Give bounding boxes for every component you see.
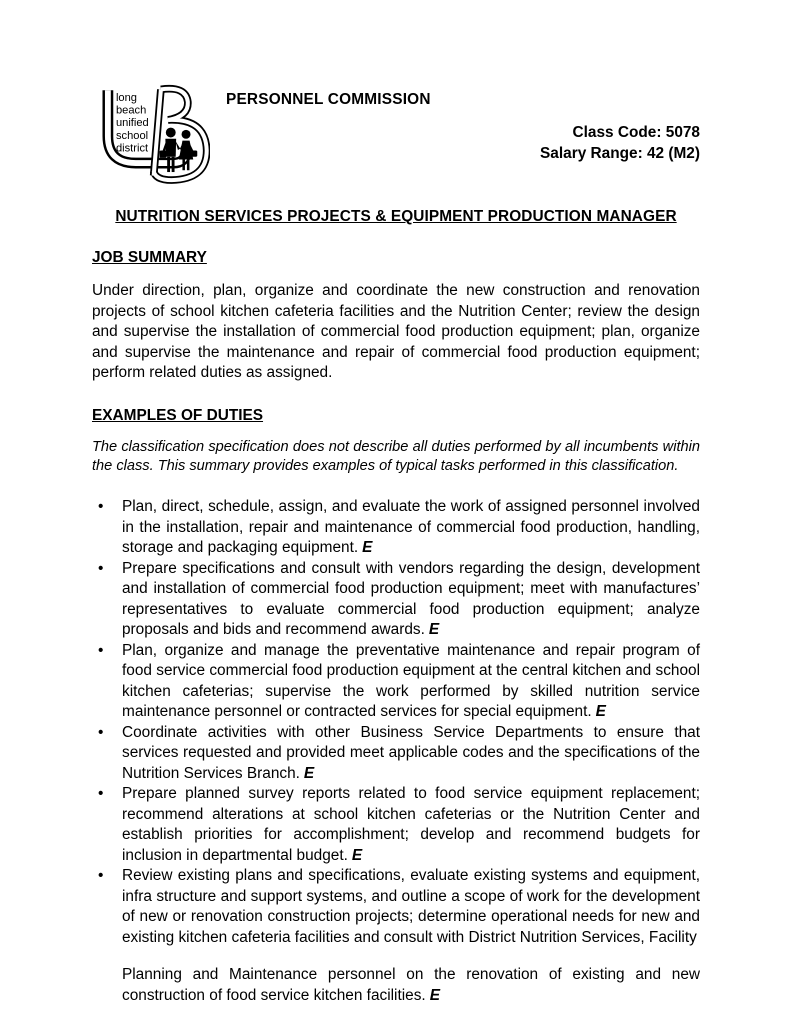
duty-item: [92, 641, 700, 723]
duty-text: Plan, organize and manage the preventative maintenance and repair program of food service commercial food production equipment at the central kitchen and school kitchen cafeterias; supervise the work performed by skilled nutrition service maintenance personnel or contracted services for special equipment.: [122, 641, 700, 721]
essential-marker: E: [428, 621, 440, 639]
essential-marker: E: [362, 539, 373, 557]
essential-marker: E: [303, 764, 315, 782]
essential-marker: E: [351, 846, 363, 864]
header-right: [210, 84, 700, 164]
duty-item: [92, 723, 700, 785]
duty-item: [92, 784, 700, 866]
org-title: PERSONNEL COMMISSION: [226, 91, 431, 108]
class-code: Class Code: 5078: [572, 124, 700, 141]
logo-word: school: [115, 129, 149, 142]
duty-text: Prepare specifications and consult with vendors regarding the design, development and installation of commercial food production equipment; meet with manufactures’ representatives to evaluate commercial food production equipment; analyze proposals and bids and recommend awards.: [122, 559, 700, 639]
salary-range: Salary Range: 42 (M2): [540, 145, 700, 162]
logo-word: beach: [115, 104, 147, 117]
essential-marker: E: [595, 703, 606, 721]
document-header: [92, 84, 700, 190]
continuation-text: Planning and Maintenance personnel on the renovation of existing and new construction of food service kitchen facilities.: [122, 966, 700, 1004]
district-logo: [92, 84, 210, 190]
logo-word: district: [115, 142, 149, 155]
job-summary-text: Under direction, plan, organize and coordinate the new construction and renovation projects of school kitchen cafeteria facilities and the Nutrition Center; review the design and supervise the installation of commercial food production equipment; plan, organize and supervise the maintenance and repair of commercial food production equipment; perform related duties as assigned.: [92, 282, 700, 381]
duty-text: Coordinate activities with other Business Service Departments to ensure that services requested and provided meet applicable codes and the specifications of the Nutrition Services Branch.: [122, 723, 700, 782]
duty-item: [92, 866, 700, 948]
duty-item: [92, 497, 700, 559]
essential-marker: E: [429, 986, 440, 1004]
continuation-paragraph: [92, 965, 700, 1006]
duties-list: [92, 497, 700, 948]
lbusd-logo-icon: [92, 84, 210, 190]
duties-note: The classification specification does not describe all duties performed by all incumbents within the class. This summary provides examples of typical tasks performed in this classification.: [92, 438, 700, 475]
job-summary-heading: JOB SUMMARY: [92, 249, 207, 266]
logo-wordmark: [116, 92, 149, 154]
duties-heading: EXAMPLES OF DUTIES: [92, 406, 264, 424]
duty-text: Review existing plans and specifications, evaluate existing systems and equipment, infra structure and support systems, and outline a scope of work for the development of new or renovation construction projects; determine operational needs for new and existing kitchen cafeteria facilities and consult with District Nutrition Services, Facility: [122, 867, 700, 946]
duty-text: Plan, direct, schedule, assign, and evaluate the work of assigned personnel involved in the installation, repair and maintenance of commercial food production, handling, storage and packaging equipment.: [122, 498, 700, 557]
document-title: NUTRITION SERVICES PROJECTS & EQUIPMENT PRODUCTION MANAGER: [115, 208, 677, 225]
duty-item: [92, 559, 700, 641]
class-codes-block: [226, 122, 700, 164]
logo-word: long: [115, 92, 138, 105]
duty-text: Prepare planned survey reports related to food service equipment replacement; recommend alterations at school kitchen cafeterias or the Nutrition Center and establish priorities for accomplishment; develop and recommend budgets for inclusion in departmental budget.: [122, 785, 700, 864]
logo-word: unified: [115, 117, 149, 130]
